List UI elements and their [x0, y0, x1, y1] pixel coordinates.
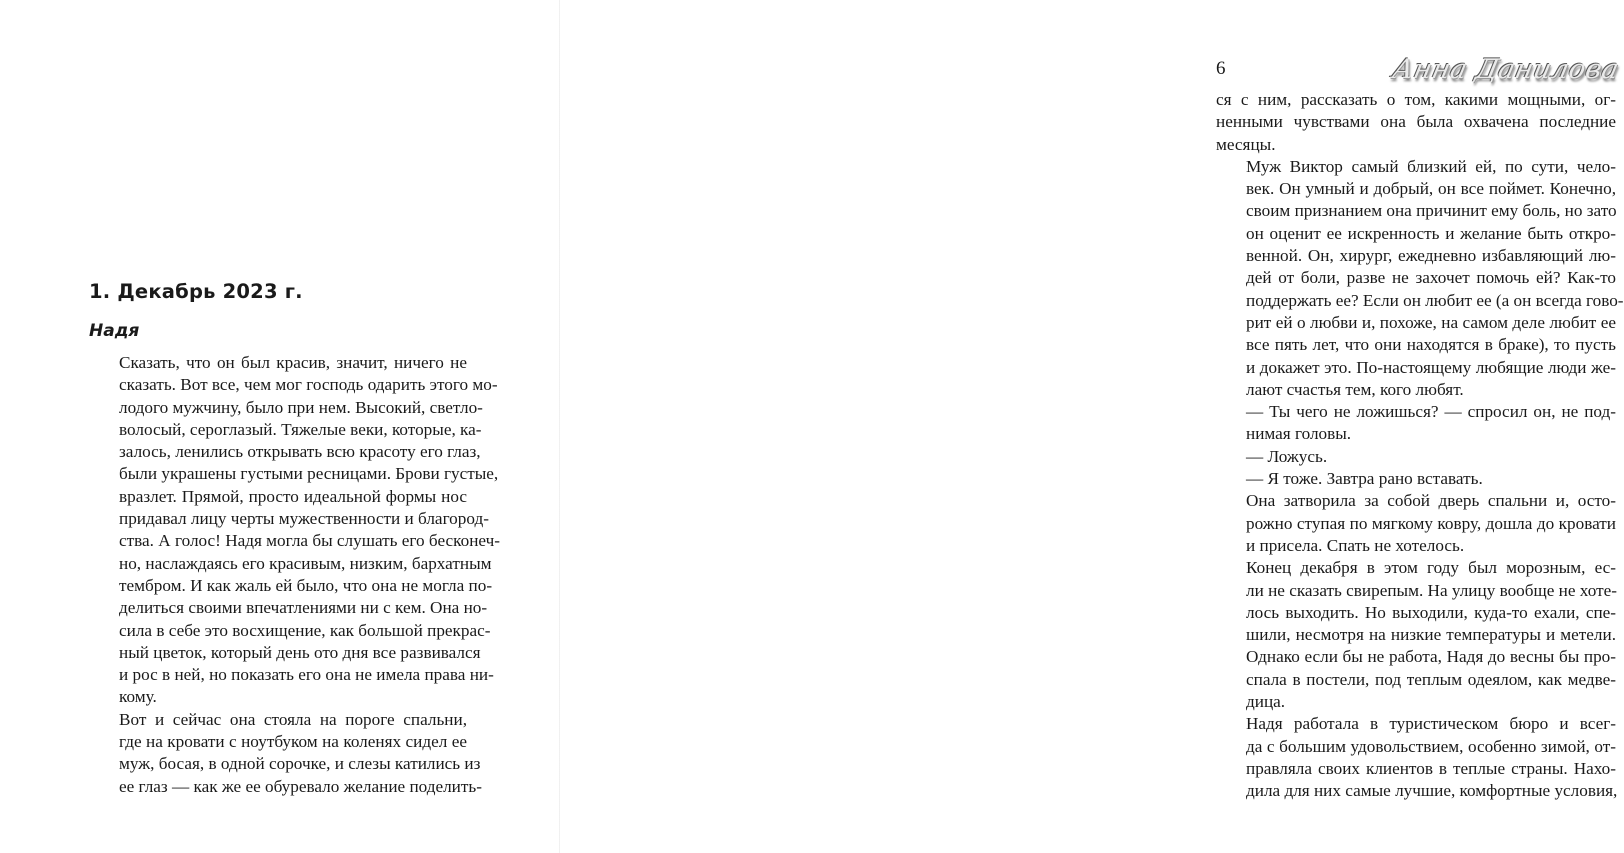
paragraph — [1216, 468, 1616, 490]
text-line: венной. Он, хирург, ежедневно избавляющий лю- — [1246, 246, 1616, 266]
text-line: делиться своими впечатлениями ни с кем. Она но- — [119, 598, 488, 618]
text-line: век. Он умный и добрый, он все поймет. Конечно, — [1246, 179, 1616, 199]
text-line: все пять лет, что они находятся в браке), то пусть — [1246, 335, 1616, 355]
text-line: сила в себе это восхищение, как большой прекрас- — [119, 620, 491, 640]
text-line: рит ей о любви и, похоже, на самом деле любит ее — [1246, 312, 1616, 332]
text-line: и рос в ней, но показать его она не имела права ни- — [119, 665, 494, 685]
text-line: да с большим удовольствием, особенно зимой, от- — [1246, 736, 1616, 756]
text-line: Однако если бы не работа, Надя до весны бы про- — [1246, 647, 1616, 667]
text-line: спала в постели, под теплым одеялом, как медве- — [1246, 669, 1616, 689]
paragraph — [1216, 156, 1624, 401]
right-page — [560, 0, 1624, 853]
left-page — [0, 0, 560, 853]
text-line: лось выходить. Но выходили, куда-то ехали, спе- — [1246, 602, 1616, 622]
author-signature: Анна Данилова — [1390, 54, 1623, 85]
text-line: волосый, сероглазый. Тяжелые веки, которые, ка- — [119, 419, 482, 439]
text-line: ее глаз — как же ее обуревало желание поделить- — [119, 776, 482, 796]
text-line: Надя работала в туристическом бюро и всег- — [1246, 714, 1616, 734]
left-page-content — [89, 278, 500, 798]
text-line: кому. — [119, 687, 157, 707]
text-line: лают счастья тем, кого любят. — [1246, 379, 1464, 399]
running-head — [1214, 54, 1623, 90]
paragraph — [1216, 557, 1616, 713]
text-line: Конец декабря в этом году был морозным, ес- — [1246, 558, 1616, 578]
paragraph — [89, 352, 500, 709]
text-line: были украшены густыми ресницами. Брови густые, — [119, 464, 499, 484]
text-line: дила для них самые лучшие, комфортные условия, — [1246, 781, 1618, 801]
text-line: придавал лицу черты мужественности и благород- — [119, 509, 489, 529]
text-line: дей от боли, разве не захочет помочь ей? Как-то — [1246, 268, 1616, 288]
text-line: Муж Виктор самый близкий ей, по сути, чело- — [1246, 156, 1616, 176]
text-line: ли не сказать свирепым. На улицу вообще не хоте- — [1246, 580, 1617, 600]
text-line: залось, ленились открывать всю красоту его глаз, — [119, 442, 481, 462]
page-number: 6 — [1216, 58, 1226, 79]
text-line: ненными чувствами она была охвачена последние — [1216, 112, 1616, 132]
text-line: но, наслаждаясь его красивым, низким, бархатным — [119, 553, 492, 573]
text-line: — Ложусь. — [1246, 446, 1328, 466]
paragraph — [1216, 446, 1616, 468]
paragraph — [89, 709, 482, 798]
text-line: нимая головы. — [1246, 424, 1352, 444]
text-line: ный цветок, который день ото дня все развивался — [119, 642, 481, 662]
paragraph — [1216, 401, 1616, 446]
text-line: и присела. Спать не хотелось. — [1246, 535, 1465, 555]
text-line: — Ты чего не ложишься? — спросил он, не под- — [1246, 402, 1616, 422]
text-line: рожно ступая по мягкому ковру, дошла до кровати — [1246, 513, 1616, 533]
text-line: вразлет. Прямой, просто идеальной формы нос — [119, 486, 467, 506]
text-line: — Я тоже. Завтра рано вставать. — [1246, 469, 1483, 489]
text-line: месяцы. — [1216, 134, 1276, 154]
paragraph — [1216, 89, 1616, 156]
text-line: муж, босая, в одной сорочке, и слезы катились из — [119, 754, 481, 774]
text-line: где на кровати с ноутбуком на коленях сидел ее — [119, 732, 467, 752]
paragraph — [1216, 490, 1616, 557]
text-line: ства. А голос! Надя могла бы слушать его бесконеч- — [119, 531, 500, 551]
paragraph — [1216, 713, 1616, 802]
chapter-title: 1. Декабрь 2023 г. — [89, 280, 303, 303]
text-line: Она затворила за собой дверь спальни и, осто- — [1246, 491, 1616, 511]
text-line: сказать. Вот все, чем мог господь одарить этого мо- — [119, 375, 498, 395]
right-body-text — [1216, 89, 1624, 803]
text-line: тембром. И как жаль ей было, что она не могла по- — [119, 575, 493, 595]
text-line: поддержать ее? Если он любит ее (а он всегда гово- — [1246, 290, 1624, 310]
left-body-text — [89, 352, 500, 798]
text-line: и докажет это. По-настоящему любящие люди же- — [1246, 357, 1616, 377]
text-line: дица. — [1246, 692, 1286, 712]
text-line: Вот и сейчас она стояла на пороге спальни, — [119, 709, 467, 729]
text-line: правляла своих клиентов в теплые страны. Нахо- — [1246, 758, 1616, 778]
text-line: ся с ним, рассказать о том, какими мощными, ог- — [1216, 90, 1616, 109]
text-line: шили, несмотря на низкие температуры и метели. — [1246, 625, 1616, 645]
text-line: своим признанием она причинит ему боль, но зато — [1246, 201, 1617, 221]
text-line: лодого мужчину, было при нем. Высокий, светло- — [119, 397, 483, 417]
text-line: он оценит ее искренность и желание быть откро- — [1246, 223, 1616, 243]
chapter-subtitle: Надя — [89, 321, 140, 341]
text-line: Сказать, что он был красив, значит, ничего не — [119, 353, 467, 372]
